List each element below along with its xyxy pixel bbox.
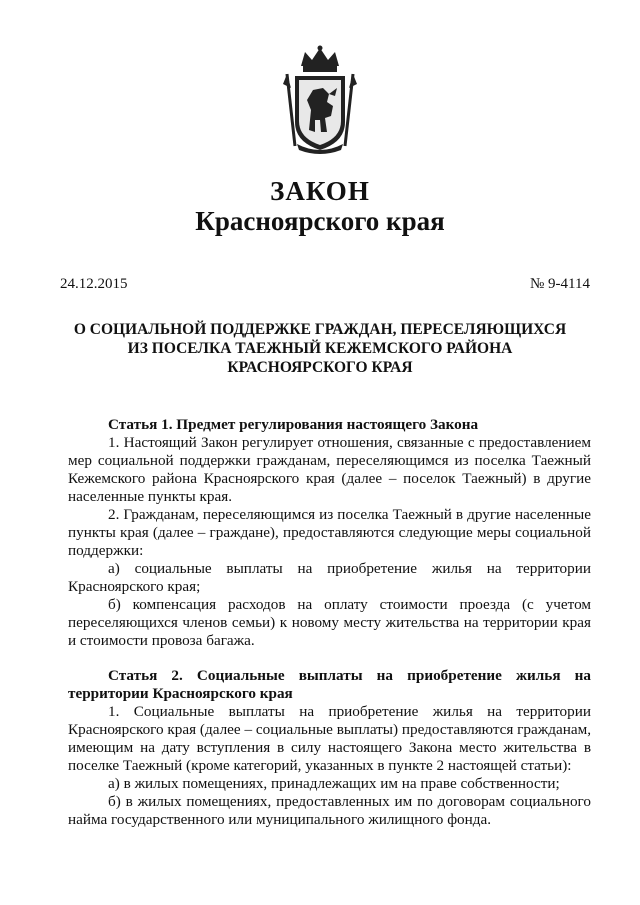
law-title — [40, 320, 600, 377]
document-type-title: ЗАКОН — [270, 176, 370, 206]
law-title-line: ИЗ ПОСЕЛКА ТАЕЖНЫЙ КЕЖЕМСКОГО РАЙОНА — [127, 340, 513, 357]
article-2-paragraph: б) в жилых помещениях, предоставленных им по договорам социального найма государственного или муниципального жилищного фонда. — [68, 793, 591, 828]
article-1-heading: Статья 1. Предмет регулирования настоящего Закона — [108, 416, 479, 433]
law-body — [68, 416, 591, 829]
article-2-heading: Статья 2. Социальные выплаты на приобретение жилья на территории Красноярского края — [68, 667, 591, 702]
law-date: 24.12.2015 — [60, 276, 128, 292]
article-1-paragraph: 2. Гражданам, переселяющимся из поселка Таежный в другие населенные пункты края (далее – граждане), предоставляются следующие меры социальной поддержки: — [68, 506, 591, 559]
article-1-paragraph: 1. Настоящий Закон регулирует отношения, связанные с предоставлением мер социальной поддержки гражданам, переселяющимся из поселка Таежный Кежемского района Красноярского края (далее – поселок Таежный) в другие населенные пункты края. — [68, 434, 591, 505]
article-1-paragraph: а) социальные выплаты на приобретение жилья на территории Красноярского края; — [68, 560, 591, 595]
law-title-line: КРАСНОЯРСКОГО КРАЯ — [227, 359, 413, 376]
law-title-line: О СОЦИАЛЬНОЙ ПОДДЕРЖКЕ ГРАЖДАН, ПЕРЕСЕЛЯЮЩИХСЯ — [73, 321, 567, 338]
region-subtitle: Красноярского края — [195, 206, 445, 236]
article-2-paragraph: 1. Социальные выплаты на приобретение жилья на территории Красноярского края (далее – социальные выплаты) предоставляются гражданам, имеющим на дату вступления в силу настоящего Закона место жительства в поселке Таежный (кроме категорий, указанных в пункте 2 настоящей статьи): — [68, 703, 591, 774]
article-2-paragraph: а) в жилых помещениях, принадлежащих им на праве собственности; — [108, 775, 560, 792]
coat-of-arms-icon — [281, 44, 359, 156]
law-number: № 9-4114 — [530, 276, 590, 292]
article-1-paragraph: б) компенсация расходов на оплату стоимости проезда (с учетом переселяющихся членов семьи) к новому месту жительства на территории края и стоимости провоза багажа. — [68, 596, 591, 649]
